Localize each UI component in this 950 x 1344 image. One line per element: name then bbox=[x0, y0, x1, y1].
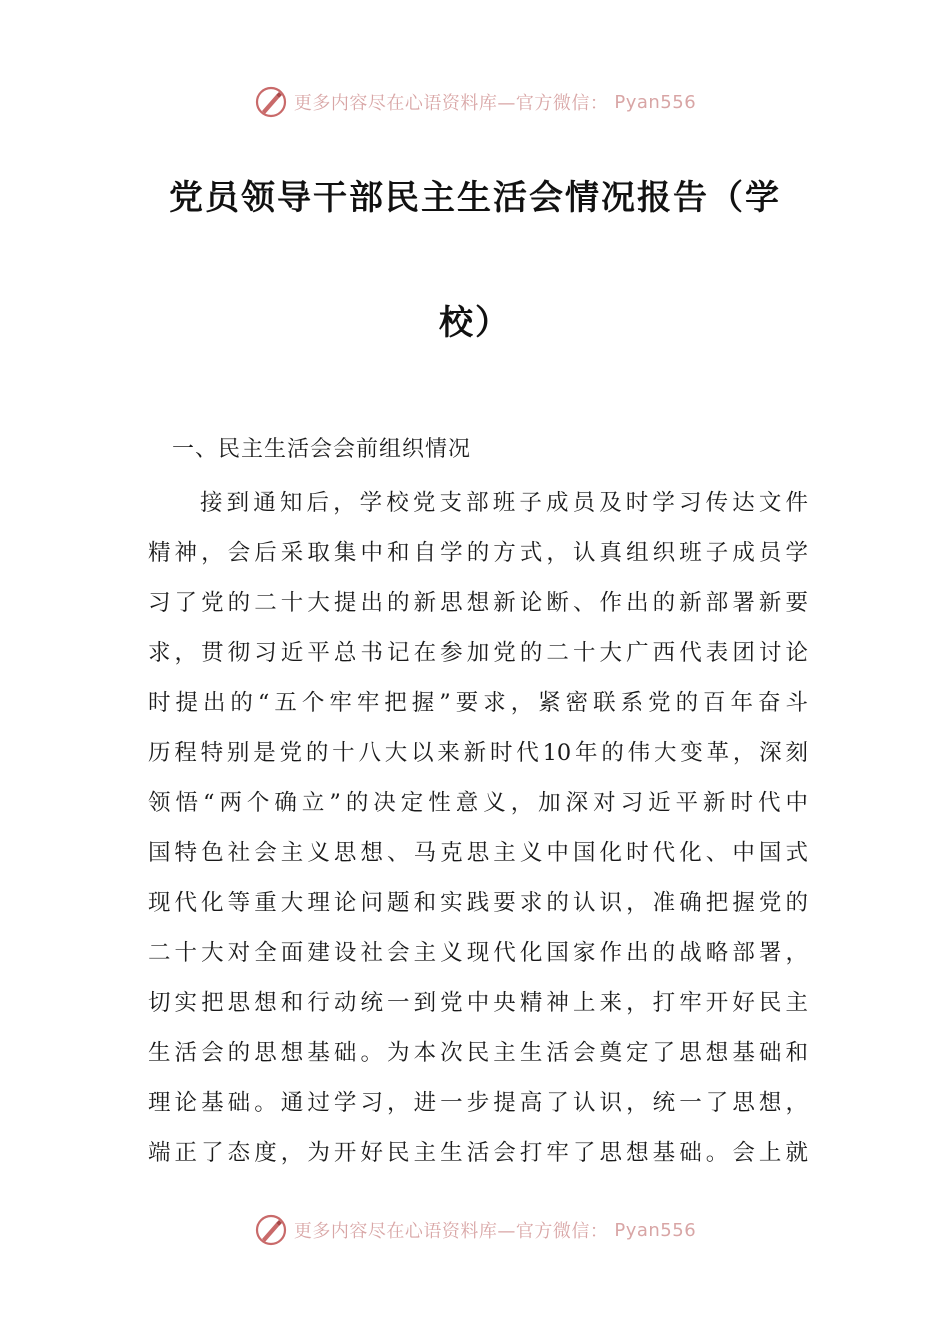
paragraph-line: 习了党的二十大提出的新思想新论断、作出的新部署新要 bbox=[148, 590, 808, 616]
paragraph-line: 时提出的“五个牢牢把握”要求，紧密联系党的百年奋斗 bbox=[148, 690, 808, 716]
watermark-wechat-id: Pyan556 bbox=[614, 91, 697, 113]
section-heading: 一、民主生活会会前组织情况 bbox=[172, 437, 472, 462]
pen-logo-icon bbox=[254, 1213, 288, 1247]
paragraph-line: 历程特别是党的十八大以来新时代10年的伟大变革，深刻 bbox=[148, 740, 808, 766]
watermark-banner-bottom bbox=[0, 1210, 950, 1250]
paragraph-line: 端正了态度，为开好民主生活会打牢了思想基础。会上就 bbox=[148, 1140, 808, 1166]
paragraph-line: 领悟“两个确立”的决定性意义，加深对习近平新时代中 bbox=[148, 790, 808, 816]
paragraph-line: 切实把思想和行动统一到党中央精神上来，打牢开好民主 bbox=[148, 990, 808, 1016]
document-title-line-1: 党员领导干部民主生活会情况报告（学 bbox=[169, 178, 781, 218]
paragraph-line: 生活会的思想基础。为本次民主生活会奠定了思想基础和 bbox=[148, 1040, 808, 1066]
pen-logo-icon bbox=[254, 85, 288, 119]
paragraph-line: 国特色社会主义思想、马克思主义中国化时代化、中国式 bbox=[148, 840, 808, 866]
paragraph-line: 精神，会后采取集中和自学的方式，认真组织班子成员学 bbox=[148, 540, 808, 566]
paragraph-line: 现代化等重大理论问题和实践要求的认识，准确把握党的 bbox=[148, 890, 808, 916]
paragraph-line: 接到通知后，学校党支部班子成员及时学习传达文件 bbox=[200, 490, 808, 516]
watermark-wechat-id: Pyan556 bbox=[614, 1219, 697, 1241]
paragraph-line: 二十大对全面建设社会主义现代化国家作出的战略部署， bbox=[148, 940, 808, 966]
watermark-banner-top bbox=[0, 82, 950, 122]
paragraph-line: 求，贯彻习近平总书记在参加党的二十大广西代表团讨论 bbox=[148, 640, 808, 666]
watermark-text: 更多内容尽在心语资料库—官方微信： bbox=[293, 93, 609, 114]
body-paragraph bbox=[148, 478, 808, 1178]
watermark-text: 更多内容尽在心语资料库—官方微信： bbox=[293, 1221, 609, 1242]
paragraph-line: 理论基础。通过学习，进一步提高了认识，统一了思想， bbox=[148, 1090, 808, 1116]
document-title-line-2: 校） bbox=[439, 303, 511, 343]
